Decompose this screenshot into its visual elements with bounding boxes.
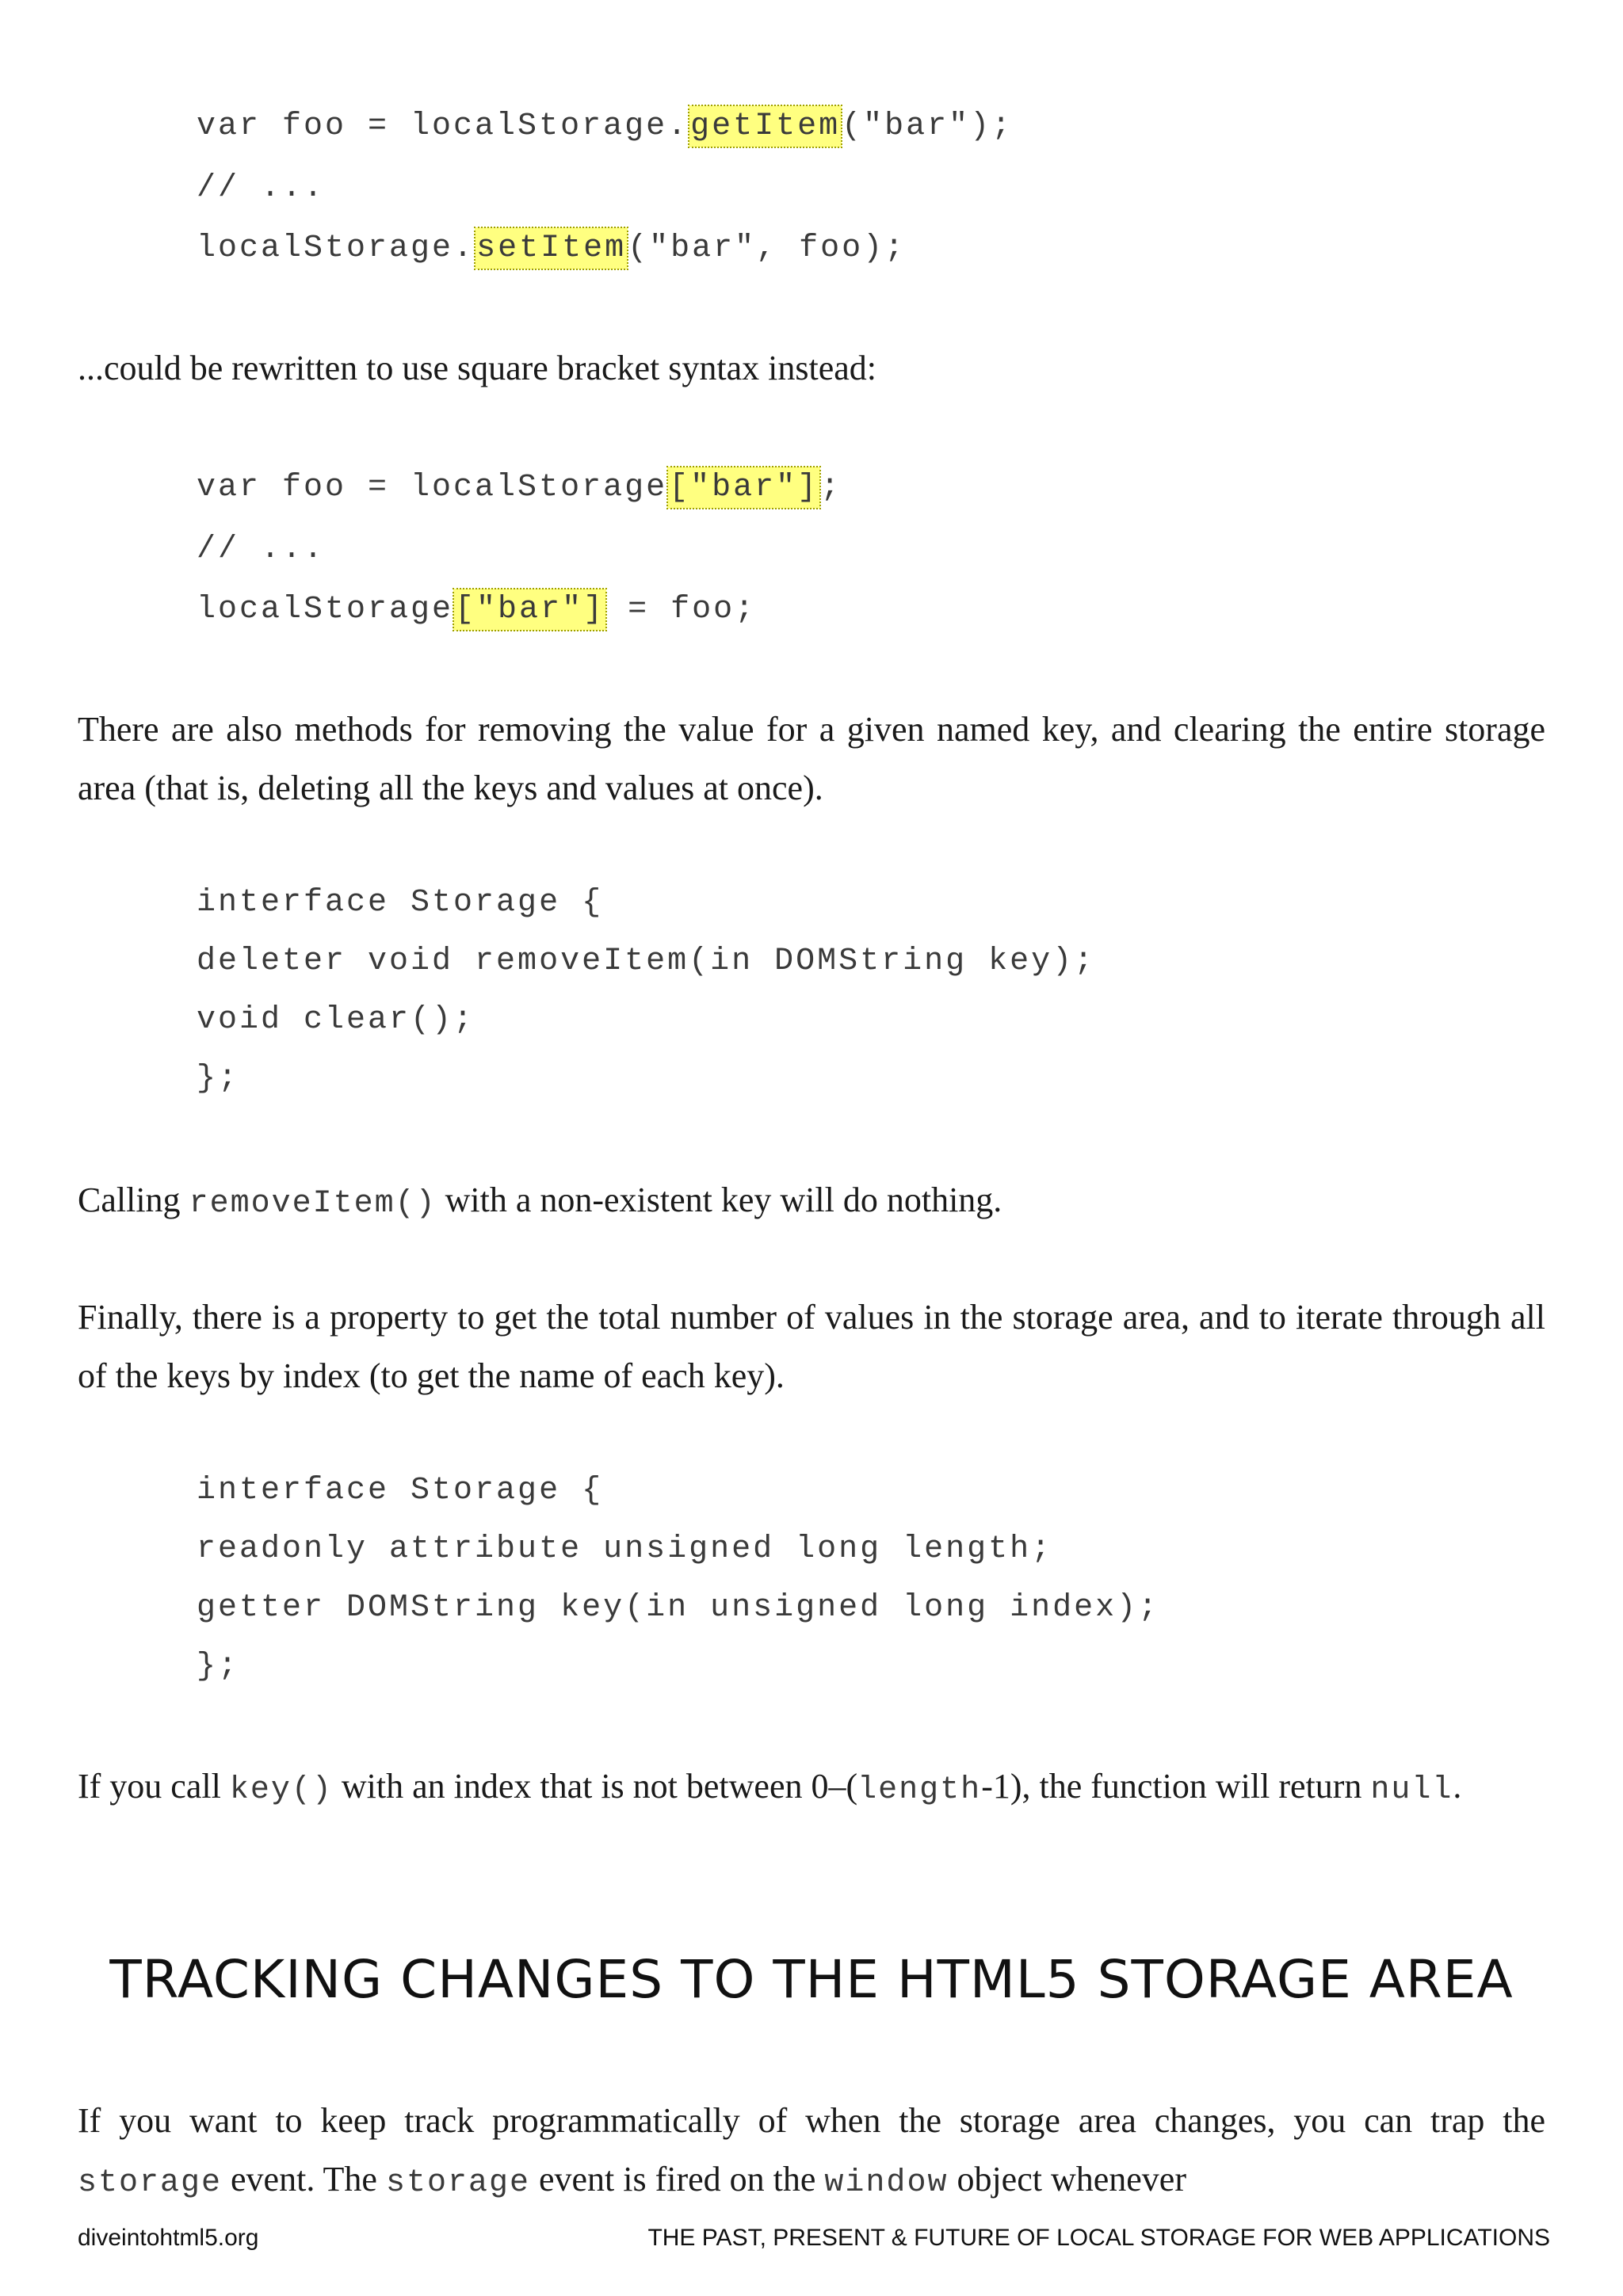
paragraph-text: .	[1453, 1767, 1462, 1806]
inline-code: window	[824, 2165, 949, 2201]
paragraph-text: with an index that is not between 0–(	[332, 1767, 858, 1806]
code-line: interface Storage {	[197, 1473, 604, 1508]
paragraph-text: -1), the function will return	[981, 1767, 1371, 1806]
paragraph: ...could be rewritten to use square bracket syntax instead:	[78, 349, 877, 387]
highlighted-code: getItem	[689, 105, 842, 147]
code-line: getter DOMString key(in unsigned long index);	[197, 1590, 1160, 1626]
section-heading: TRACKING CHANGES TO THE HTML5 STORAGE AREA	[109, 1949, 1514, 2010]
paragraph-text: event is fired on the	[529, 2160, 825, 2199]
paragraph-text: If you want to keep track programmatically of when the storage area changes, you can trap the	[78, 2101, 1545, 2140]
code-line: interface Storage {	[197, 885, 604, 921]
inline-code: key()	[229, 1772, 333, 1808]
code-text: localStorage	[197, 592, 454, 627]
code-comment: // ...	[197, 170, 326, 206]
paragraph-text: object whenever	[948, 2160, 1186, 2199]
code-line: };	[197, 1061, 240, 1097]
paragraph: Finally, there is a property to get the total number of values in the storage area, and to iterate through all of the keys by index (to get the name of each key).	[78, 1298, 1545, 1395]
code-line: deleter void removeItem(in DOMString key);	[197, 944, 1096, 979]
footer-chapter-title: THE PAST, PRESENT & FUTURE OF LOCAL STORAGE FOR WEB APPLICATIONS	[647, 2225, 1550, 2251]
inline-code: length	[857, 1772, 982, 1808]
code-line	[197, 464, 842, 512]
highlighted-code: ["bar"]	[667, 467, 820, 509]
paragraph: There are also methods for removing the value for a given named key, and clearing the entire storage area (that is, deleting all the keys and values at once).	[78, 710, 1545, 807]
code-line: readonly attribute unsigned long length;	[197, 1531, 1053, 1567]
paragraph-text: with a non-existent key will do nothing.	[436, 1180, 1002, 1219]
highlighted-code: ["bar"]	[453, 589, 606, 631]
paragraph-text: Calling	[78, 1180, 189, 1219]
highlighted-code: setItem	[475, 227, 628, 269]
code-text: ("bar");	[842, 109, 1014, 144]
inline-code: null	[1370, 1772, 1453, 1808]
paragraph	[78, 1757, 1545, 1820]
inline-code: storage	[78, 2165, 223, 2201]
code-line: };	[197, 1649, 240, 1684]
code-text: ;	[820, 470, 842, 505]
code-line	[197, 225, 906, 273]
paragraph	[78, 1171, 1545, 1234]
paragraph	[78, 2092, 1545, 2213]
inline-code: removeItem()	[189, 1186, 437, 1222]
code-line	[197, 103, 1013, 151]
code-text: var foo = localStorage	[197, 470, 668, 505]
inline-code: storage	[385, 2165, 530, 2201]
code-line	[197, 586, 756, 634]
code-text: = foo;	[606, 592, 757, 627]
code-line: void clear();	[197, 1002, 475, 1038]
code-text: var foo = localStorage.	[197, 109, 689, 144]
code-text: localStorage.	[197, 231, 475, 266]
code-comment: // ...	[197, 532, 326, 567]
footer-site-name: diveintohtml5.org	[78, 2225, 259, 2251]
paragraph-text: event. The	[222, 2160, 386, 2199]
code-text: ("bar", foo);	[628, 231, 907, 266]
paragraph-text: If you call	[78, 1767, 230, 1806]
